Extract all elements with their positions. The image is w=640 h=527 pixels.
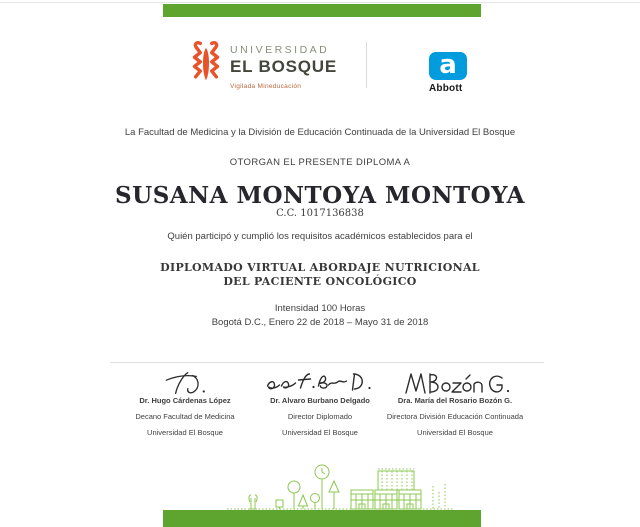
signature-divider-line — [110, 362, 544, 363]
grant-line: OTORGAN EL PRESENTE DIPLOMA A — [229, 157, 411, 168]
logo-divider — [366, 42, 367, 88]
el-bosque-emblem-icon — [188, 40, 224, 86]
issuer-line: La Facultad de Medicina y la División de Educación Continuada de la Universidad El Bosque — [124, 127, 516, 138]
signature-scribble-icon — [150, 368, 220, 398]
top-hairline — [0, 2, 640, 3]
signer-role: Director Diplomado — [287, 412, 353, 421]
signer-org: Universidad El Bosque — [417, 428, 493, 437]
recipient-name: SUSANA MONTOYA MONTOYA — [115, 182, 525, 209]
abbott-wordmark: Abbott — [429, 83, 463, 94]
date-line: Bogotá D.C., Enero 22 de 2018 – Mayo 31 de 2018 — [211, 317, 429, 328]
signature-scribble-icon — [261, 368, 379, 398]
universidad-el-bosque-logo — [188, 40, 337, 90]
university-name-line2: EL BOSQUE — [230, 57, 338, 76]
program-title-line2: DEL PACIENTE ONCOLÓGICO — [223, 275, 417, 288]
signer-name: Dra. María del Rosario Bozón G. — [397, 396, 513, 405]
top-green-bar — [163, 4, 481, 17]
signer-role: Directora División Educación Continuada — [386, 412, 524, 421]
participation-line: Quién participó y cumplió los requisitos académicos establecidos para el — [167, 231, 473, 242]
university-name-line1: UNIVERSIDAD — [230, 44, 330, 56]
city-illustration — [225, 462, 455, 510]
recipient-id: C.C. 1017136838 — [276, 208, 364, 219]
signer-role: Decano Facultad de Medicina — [135, 412, 235, 421]
abbott-a-icon: a — [429, 52, 467, 80]
intensity-line: Intensidad 100 Horas — [274, 303, 366, 314]
signature-scribble-icon — [398, 368, 513, 398]
signer-org: Universidad El Bosque — [282, 428, 358, 437]
signature-block-3 — [365, 368, 545, 437]
logo-header — [0, 38, 640, 102]
signer-org: Universidad El Bosque — [147, 428, 223, 437]
bottom-green-bar — [163, 510, 481, 527]
program-title-line1: DIPLOMADO VIRTUAL ABORDAJE NUTRICIONAL — [160, 261, 480, 274]
signer-name: Dr. Hugo Cárdenas López — [139, 396, 231, 405]
abbott-logo — [429, 49, 467, 94]
signer-name: Dr. Alvaro Burbano Delgado — [270, 396, 370, 405]
university-tagline: Vigilada Mineducación — [230, 83, 302, 90]
